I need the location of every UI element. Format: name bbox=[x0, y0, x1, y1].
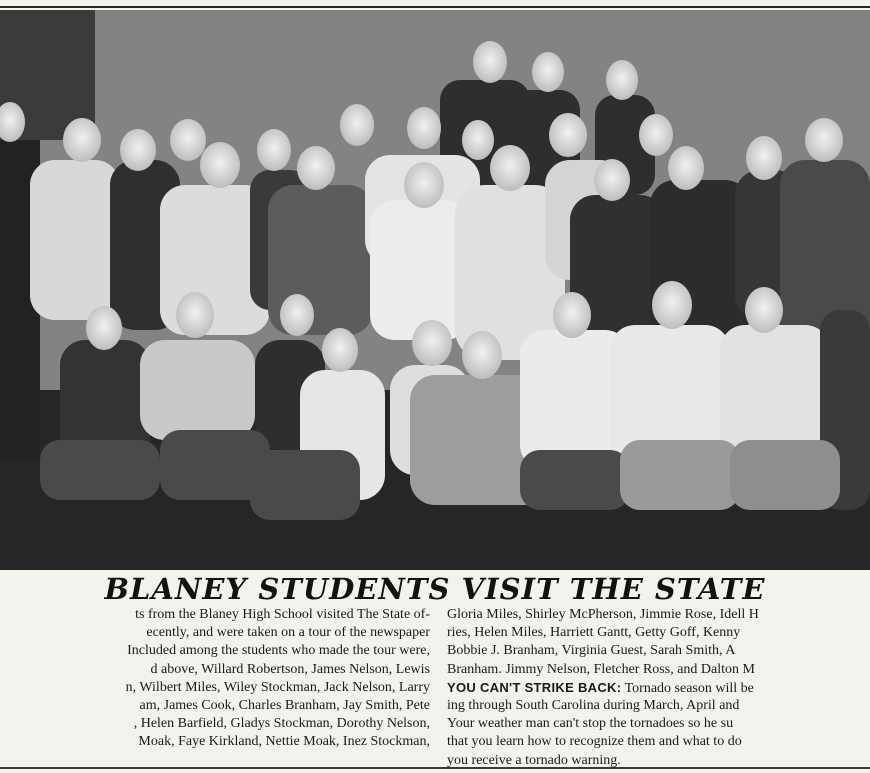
text-line: that you learn how to recognize them and what to do bbox=[447, 734, 742, 750]
text-line: d above, Willard Robertson, James Nelson, Lewis bbox=[150, 661, 430, 677]
article-left-column bbox=[0, 606, 432, 752]
text-line: am, James Cook, Charles Branham, Jay Smith, Pete bbox=[139, 697, 430, 713]
text-line: ts from the Blaney High School visited The State of- bbox=[135, 607, 430, 622]
section-lead-in: YOU CAN'T STRIKE BACK: bbox=[447, 679, 622, 695]
group-photo bbox=[0, 10, 870, 570]
lead-in-rest: Tornado season will be bbox=[621, 680, 754, 696]
text-line: you receive a tornado warning. bbox=[447, 752, 621, 768]
text-line: Bobbie J. Branham, Virginia Guest, Sarah Smith, A bbox=[447, 643, 736, 659]
text-line: Gloria Miles, Shirley McPherson, Jimmie Rose, Idell H bbox=[447, 607, 759, 622]
text-line: Included among the students who made the tour were, bbox=[127, 643, 430, 659]
headline: BLANEY STUDENTS VISIT THE STATE bbox=[104, 572, 766, 606]
article-right-column bbox=[447, 606, 870, 770]
text-line: , Helen Barfield, Gladys Stockman, Dorothy Nelson, bbox=[133, 716, 430, 732]
group-photo-illustration bbox=[0, 10, 870, 570]
text-line: Branham. Jimmy Nelson, Fletcher Ross, and Dalton M bbox=[447, 661, 755, 677]
text-line: ries, Helen Miles, Harriett Gantt, Getty Goff, Kenny bbox=[447, 625, 741, 641]
text-line: ecently, and were taken on a tour of the newspaper bbox=[146, 625, 430, 641]
article-columns bbox=[0, 606, 870, 766]
text-line: n, Wilbert Miles, Wiley Stockman, Jack Nelson, Larry bbox=[125, 679, 430, 695]
lead-in-line bbox=[447, 679, 870, 697]
text-line: ing through South Carolina during March, April and bbox=[447, 697, 740, 713]
text-line: Your weather man can't stop the tornadoes so he su bbox=[447, 716, 734, 732]
text-line: Moak, Faye Kirkland, Nettie Moak, Inez Stockman, bbox=[138, 734, 430, 750]
top-rule bbox=[0, 6, 870, 8]
bottom-rule bbox=[0, 767, 870, 769]
